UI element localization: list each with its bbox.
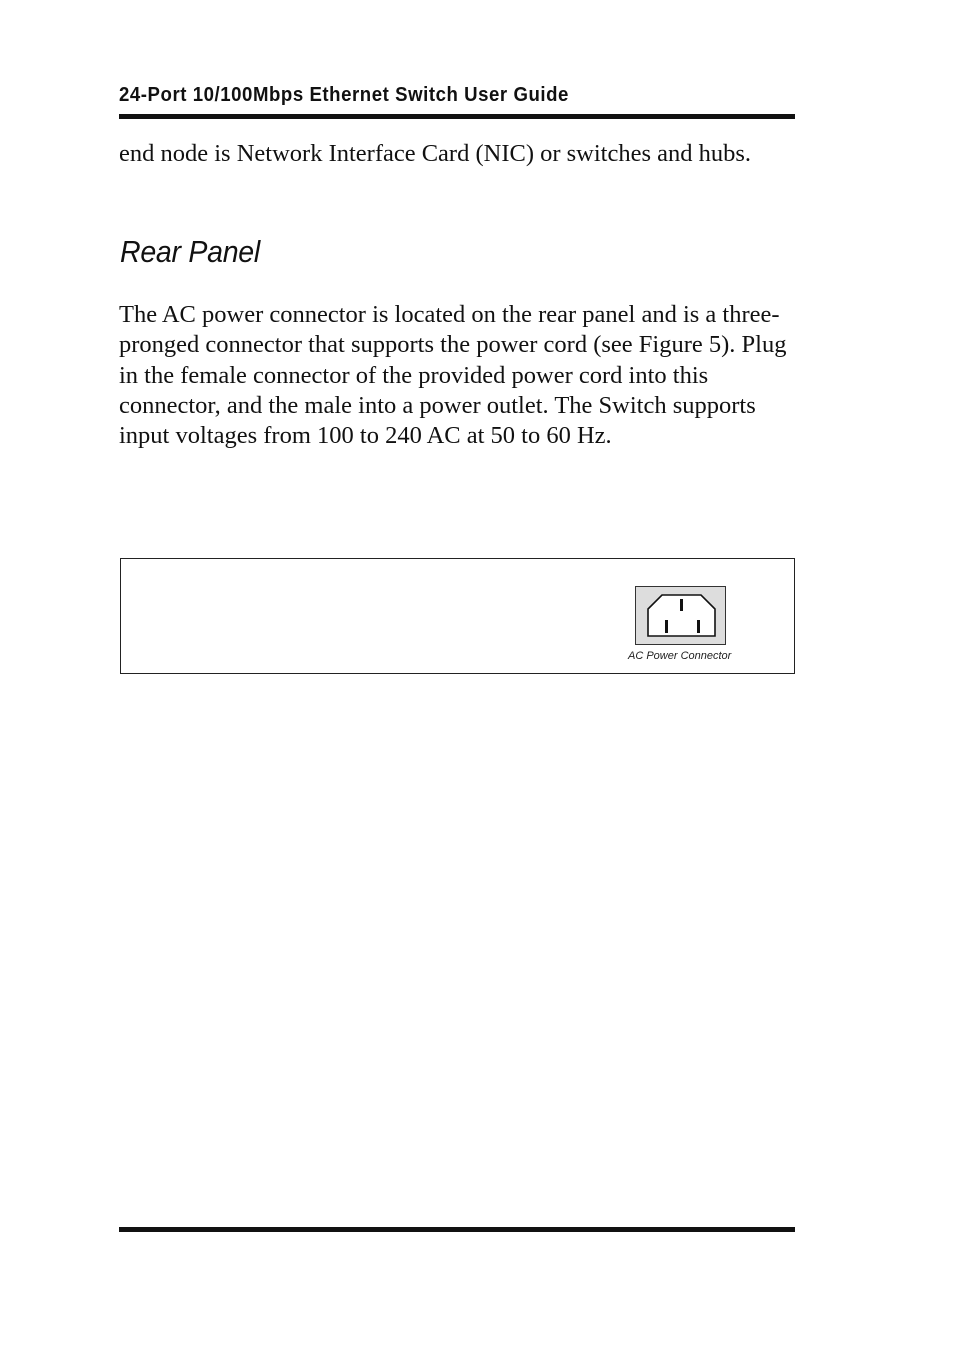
intro-paragraph: end node is Network Interface Card (NIC) or switches and hubs. xyxy=(119,140,752,167)
running-header-title: 24-Port 10/100Mbps Ethernet Switch User Guide xyxy=(119,84,569,106)
rear-panel-paragraph: The AC power connector is located on the rear panel and is a three-pronged connector that supports the power cord (see Figure 5). Plug in the female connector of the provided power cord into this connector, and the male into a power outlet. The Switch supports input voltages from 100 to 240 AC at 50 to 60 Hz. xyxy=(119,301,787,450)
line-pin xyxy=(665,620,668,633)
ac-power-connector-icon xyxy=(636,587,725,644)
earth-pin xyxy=(680,599,683,611)
header-rule xyxy=(119,114,795,119)
connector-caption: AC Power Connector xyxy=(628,650,732,662)
neutral-pin xyxy=(697,620,700,633)
section-title: Rear Panel xyxy=(120,234,260,269)
footer-rule xyxy=(119,1227,795,1232)
rear-panel-figure xyxy=(120,558,795,674)
ac-power-connector xyxy=(635,586,726,645)
